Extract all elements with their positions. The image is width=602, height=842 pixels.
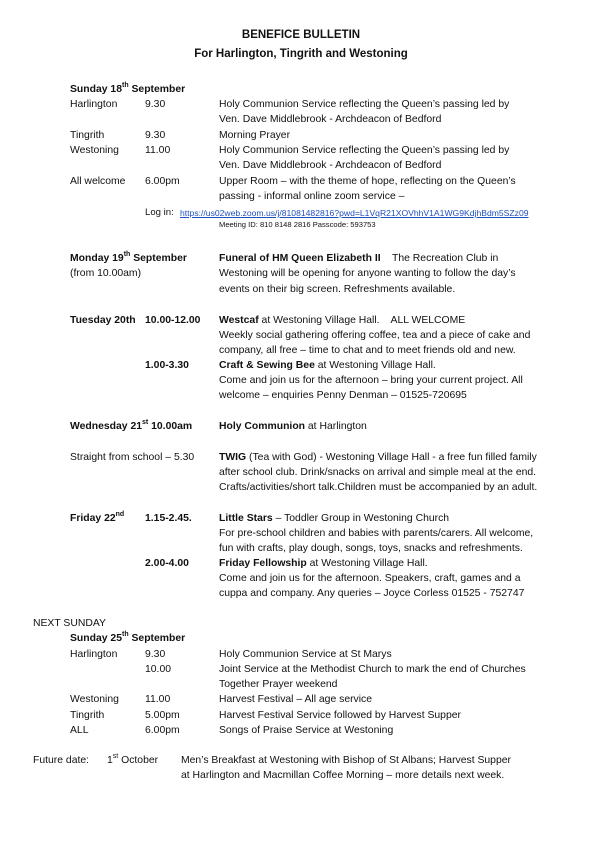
friday-heading: Friday 22nd xyxy=(70,510,125,524)
zoom-login-label: Log in: xyxy=(145,207,174,218)
sunday18-event-line: Morning Prayer xyxy=(219,130,291,141)
future-event-line: at Harlington and Macmillan Coffee Morning – more details next week. xyxy=(181,770,505,781)
sunday25-time: 6.00pm xyxy=(145,725,180,736)
wednesday-heading: Wednesday 21st 10.00am xyxy=(70,418,193,432)
sunday25-time: 10.00 xyxy=(145,664,172,675)
twig-event-line: Crafts/activities/short talk.Children must be accompanied by an adult. xyxy=(219,482,538,493)
sunday25-place: Tingrith xyxy=(70,710,105,721)
tuesday-heading: Tuesday 20th xyxy=(70,315,136,326)
sunday25-event-line: Songs of Praise Service at Westoning xyxy=(219,725,394,736)
sunday25-event-line: Holy Communion Service at St Marys xyxy=(219,649,392,660)
sunday25-event-line: Harvest Festival Service followed by Harvest Supper xyxy=(219,710,461,721)
sunday25-time: 11.00 xyxy=(145,694,171,705)
sunday18-place: Westoning xyxy=(70,145,119,156)
friday-time: 2.00-4.00 xyxy=(145,558,189,569)
sunday25-event-line: Joint Service at the Methodist Church to mark the end of Churches xyxy=(219,664,526,675)
tuesday-event-line: company, all free – time to chat and to meet friends old and new. xyxy=(219,345,516,356)
bulletin-subtitle: For Harlington, Tingrith and Westoning xyxy=(194,48,408,60)
sunday25-time: 9.30 xyxy=(145,649,166,660)
tuesday-time: 10.00-12.00 xyxy=(145,315,201,326)
sunday18-event-line: Upper Room – with the theme of hope, reflecting on the Queen’s xyxy=(219,176,516,187)
twig-event: TWIG (Tea with God) - Westoning Village Hall - a free fun filled family xyxy=(219,452,537,463)
tuesday-event-line: Come and join us for the afternoon – bring your current project. All xyxy=(219,375,523,386)
sunday18-event-line: Ven. Dave Middlebrook - Archdeacon of Bedford xyxy=(219,114,442,125)
monday-subheading: (from 10.00am) xyxy=(70,268,142,279)
sunday18-time: 9.30 xyxy=(145,130,166,141)
friday-event-line: cuppa and company. Any queries – Joyce Corless 01525 - 752747 xyxy=(219,588,525,599)
friday-time: 1.15-2.45. xyxy=(145,513,192,524)
twig-event-line: after school club. Drink/snacks on arrival and simple meal at the end. xyxy=(219,467,537,478)
sunday25-event-line: Together Prayer weekend xyxy=(219,679,338,690)
friday-event-line: For pre-school children and babies with parents/carers. All welcome, xyxy=(219,528,534,539)
monday-event-line: Westoning will be opening for anyone wanting to follow the day’s xyxy=(219,268,516,279)
future-event-line: Men’s Breakfast at Westoning with Bishop of St Albans; Harvest Supper xyxy=(181,755,511,766)
sunday25-event-line: Harvest Festival – All age service xyxy=(219,694,373,705)
sunday18-event-line: Ven. Dave Middlebrook - Archdeacon of Bedford xyxy=(219,160,442,171)
tuesday-event: Westcaf at Westoning Village Hall. ALL WELCOME xyxy=(219,315,466,326)
sunday25-place: ALL xyxy=(70,725,89,736)
zoom-meeting-details: Meeting ID: 810 8148 2816 Passcode: 593753 xyxy=(219,220,376,229)
sunday18-heading: Sunday 18th September xyxy=(70,81,186,95)
future-date: 1st October xyxy=(107,752,159,766)
tuesday-event: Craft & Sewing Bee at Westoning Village Hall. xyxy=(219,360,436,371)
friday-event: Little Stars – Toddler Group in Westoning Church xyxy=(219,513,450,524)
sunday25-heading: Sunday 25th September xyxy=(70,630,186,644)
sunday25-time: 5.00pm xyxy=(145,710,180,721)
next-sunday-label: NEXT SUNDAY xyxy=(33,618,106,629)
sunday18-time: 9.30 xyxy=(145,99,166,110)
zoom-link[interactable]: https://us02web.zoom.us/j/81081482816?pwd=L1VqR21XOVhhV1A1WG9KdjhBdm5SZz09 xyxy=(180,208,529,218)
tuesday-event-line: Weekly social gathering offering coffee, tea and a piece of cake and xyxy=(219,330,531,341)
sunday18-event-line: Holy Communion Service reflecting the Queen’s passing led by xyxy=(219,145,510,156)
future-date-label: Future date: xyxy=(33,755,90,766)
sunday18-time: 11.00 xyxy=(145,145,171,156)
friday-event: Friday Fellowship at Westoning Village Hall. xyxy=(219,558,428,569)
sunday18-place: All welcome xyxy=(70,176,126,187)
sunday25-place: Westoning xyxy=(70,694,119,705)
bulletin-title: BENEFICE BULLETIN xyxy=(241,29,361,41)
sunday18-event-line: Holy Communion Service reflecting the Queen’s passing led by xyxy=(219,99,510,110)
wednesday-event: Holy Communion at Harlington xyxy=(219,421,367,432)
tuesday-event-line: welcome – enquiries Penny Denman – 01525-720695 xyxy=(219,390,467,401)
sunday18-event-line: passing - informal online zoom service – xyxy=(219,191,405,202)
monday-event-line: events on their big screen. Refreshments available. xyxy=(219,284,456,295)
monday-heading: Monday 19th September xyxy=(70,250,187,264)
twig-label: Straight from school – 5.30 xyxy=(70,452,195,463)
friday-event-line: fun with crafts, play dough, songs, toys, snacks and refreshments. xyxy=(219,543,523,554)
sunday18-time: 6.00pm xyxy=(145,176,180,187)
sunday25-place: Harlington xyxy=(70,649,118,660)
tuesday-time: 1.00-3.30 xyxy=(145,360,189,371)
sunday18-place: Harlington xyxy=(70,99,118,110)
friday-event-line: Come and join us for the afternoon. Speakers, craft, games and a xyxy=(219,573,521,584)
monday-event: Funeral of HM Queen Elizabeth II The Recreation Club in xyxy=(219,253,499,264)
sunday18-place: Tingrith xyxy=(70,130,105,141)
